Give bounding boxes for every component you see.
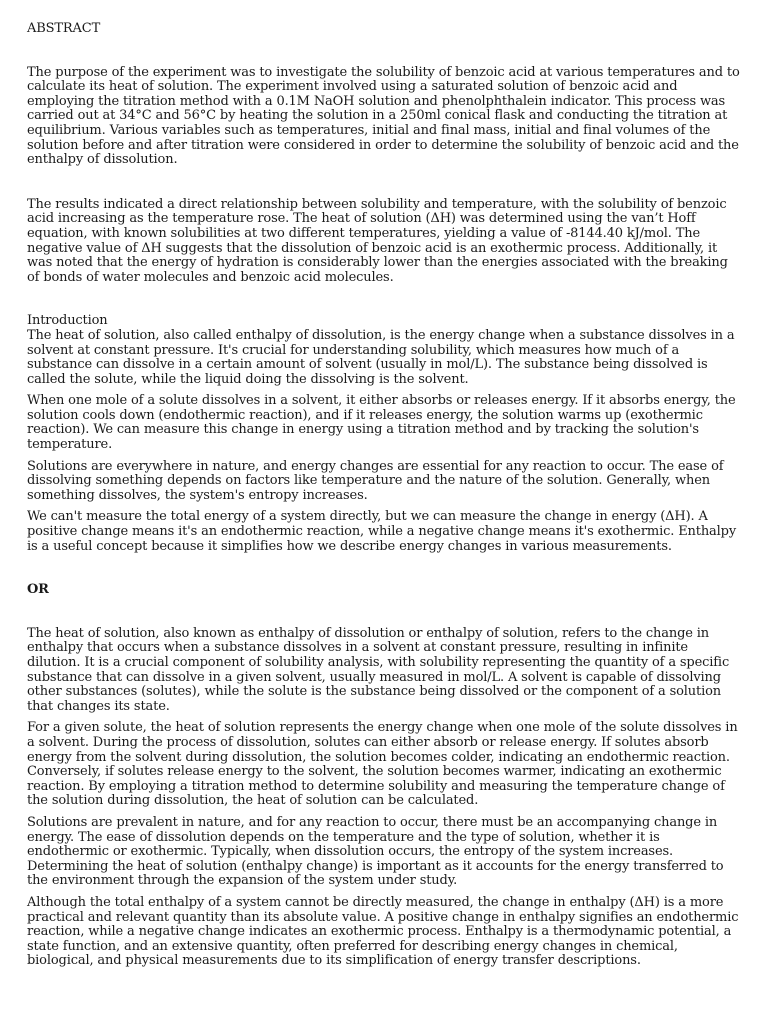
introduction-section [27,314,743,554]
alternative-paragraph: Solutions are prevalent in nature, and for any reaction to occur, there must be an accompanying change in energy. The ease of dissolution depends on the temperature and the type of solution, whether it is endothermic or exothermic. Typically, when dissolution occurs, the entropy of the system increases. Determining the heat of solution (enthalpy change) is important as it accounts for the energy transferred to the environment through the expansion of the system under study. [27,814,724,889]
abstract-section [27,22,743,285]
abstract-paragraph: The results indicated a direct relationship between solubility and temperature, with the solubility of benzoic acid increasing as the temperature rose. The heat of solution (ΔH) was determined using the van’t Hoff equation, with known solubilities at two different temperatures, yielding a value of -8144.40 kJ/mol. The negative value of ΔH suggests that the dissolution of benzoic acid is an exothermic process. Additionally, it was noted that the energy of hydration is considerably lower than the energies associated with the breaking of bonds of water molecules and benzoic acid molecules. [27,196,728,285]
alternative-paragraph: Although the total enthalpy of a system cannot be directly measured, the change in enthalpy (ΔH) is a more practical and relevant quantity than its absolute value. A positive change in enthalpy signifies an endothermic reaction, while a negative change indicates an exothermic process. Enthalpy is a thermodynamic potential, a state function, and an extensive quantity, often preferred for describing energy changes in chemical, biological, and physical measurements due to its simplification of energy transfer descriptions. [27,894,739,969]
introduction-heading: Introduction [27,313,108,329]
abstract-paragraph: The purpose of the experiment was to investigate the solubility of benzoic acid at various temperatures and to calculate its heat of solution. The experiment involved using a saturated solution of benzoic acid and employing the titration method with a 0.1M NaOH solution and phenolphthalein indicator. This process was carried out at 34°C and 56°C by heating the solution in a 250ml conical flask and conducting the titration at equilibrium. Various variables such as temperatures, initial and final mass, initial and final volumes of the solution before and after titration were considered in order to determine the solubility of benzoic acid and the enthalpy of dissolution. [27,64,740,168]
alternative-paragraph: For a given solute, the heat of solution represents the energy change when one mole of the solute dissolves in a solvent. During the process of dissolution, solutes can either absorb or release energy. If solutes absorb energy from the solvent during dissolution, the solution becomes colder, indicating an endothermic reaction. Conversely, if solutes release energy to the solvent, the solution becomes warmer, indicating an exothermic reaction. By employing a titration method to determine solubility and measuring the temperature change of the solution during dissolution, the heat of solution can be calculated. [27,720,738,809]
introduction-paragraph: The heat of solution, also called enthalpy of dissolution, is the energy change when a substance dissolves in a solvent at constant pressure. It's crucial for understanding solubility, which measures how much of a substance can dissolve in a certain amount of solvent (usually in mol/L). The substance being dissolved is called the solute, while the liquid doing the dissolving is the solvent. [27,327,735,387]
or-heading: OR [27,582,49,598]
alternative-section [27,583,743,969]
introduction-paragraph: When one mole of a solute dissolves in a solvent, it either absorbs or releases energy. If it absorbs energy, the solution cools down (endothermic reaction), and if it releases energy, the solution warms up (exothermic reaction). We can measure this change in energy using a titration method and by tracking the solution's temperature. [27,393,736,453]
alternative-paragraph: The heat of solution, also known as enthalpy of dissolution or enthalpy of solution, refers to the change in enthalpy that occurs when a substance dissolves in a solvent at constant pressure, resulting in infinite dilution. It is a crucial component of solubility analysis, with solubility representing the quantity of a specific substance that can dissolve in a given solvent, usually measured in mol/L. A solvent is capable of dissolving other substances (solutes), while the solute is the substance being dissolved or the component of a solution that changes its state. [27,625,730,714]
introduction-paragraph: Solutions are everywhere in nature, and energy changes are essential for any reaction to occur. The ease of dissolving something depends on factors like temperature and the nature of the solution. Generally, when something dissolves, the system's entropy increases. [27,458,724,503]
document-page [27,22,743,976]
introduction-paragraph: We can't measure the total energy of a system directly, but we can measure the change in energy (ΔH). A positive change means it's an endothermic reaction, while a negative change means it's exothermic. Enthalpy is a useful concept because it simplifies how we describe energy changes in various measurements. [27,509,737,554]
abstract-heading: ABSTRACT [27,21,101,36]
